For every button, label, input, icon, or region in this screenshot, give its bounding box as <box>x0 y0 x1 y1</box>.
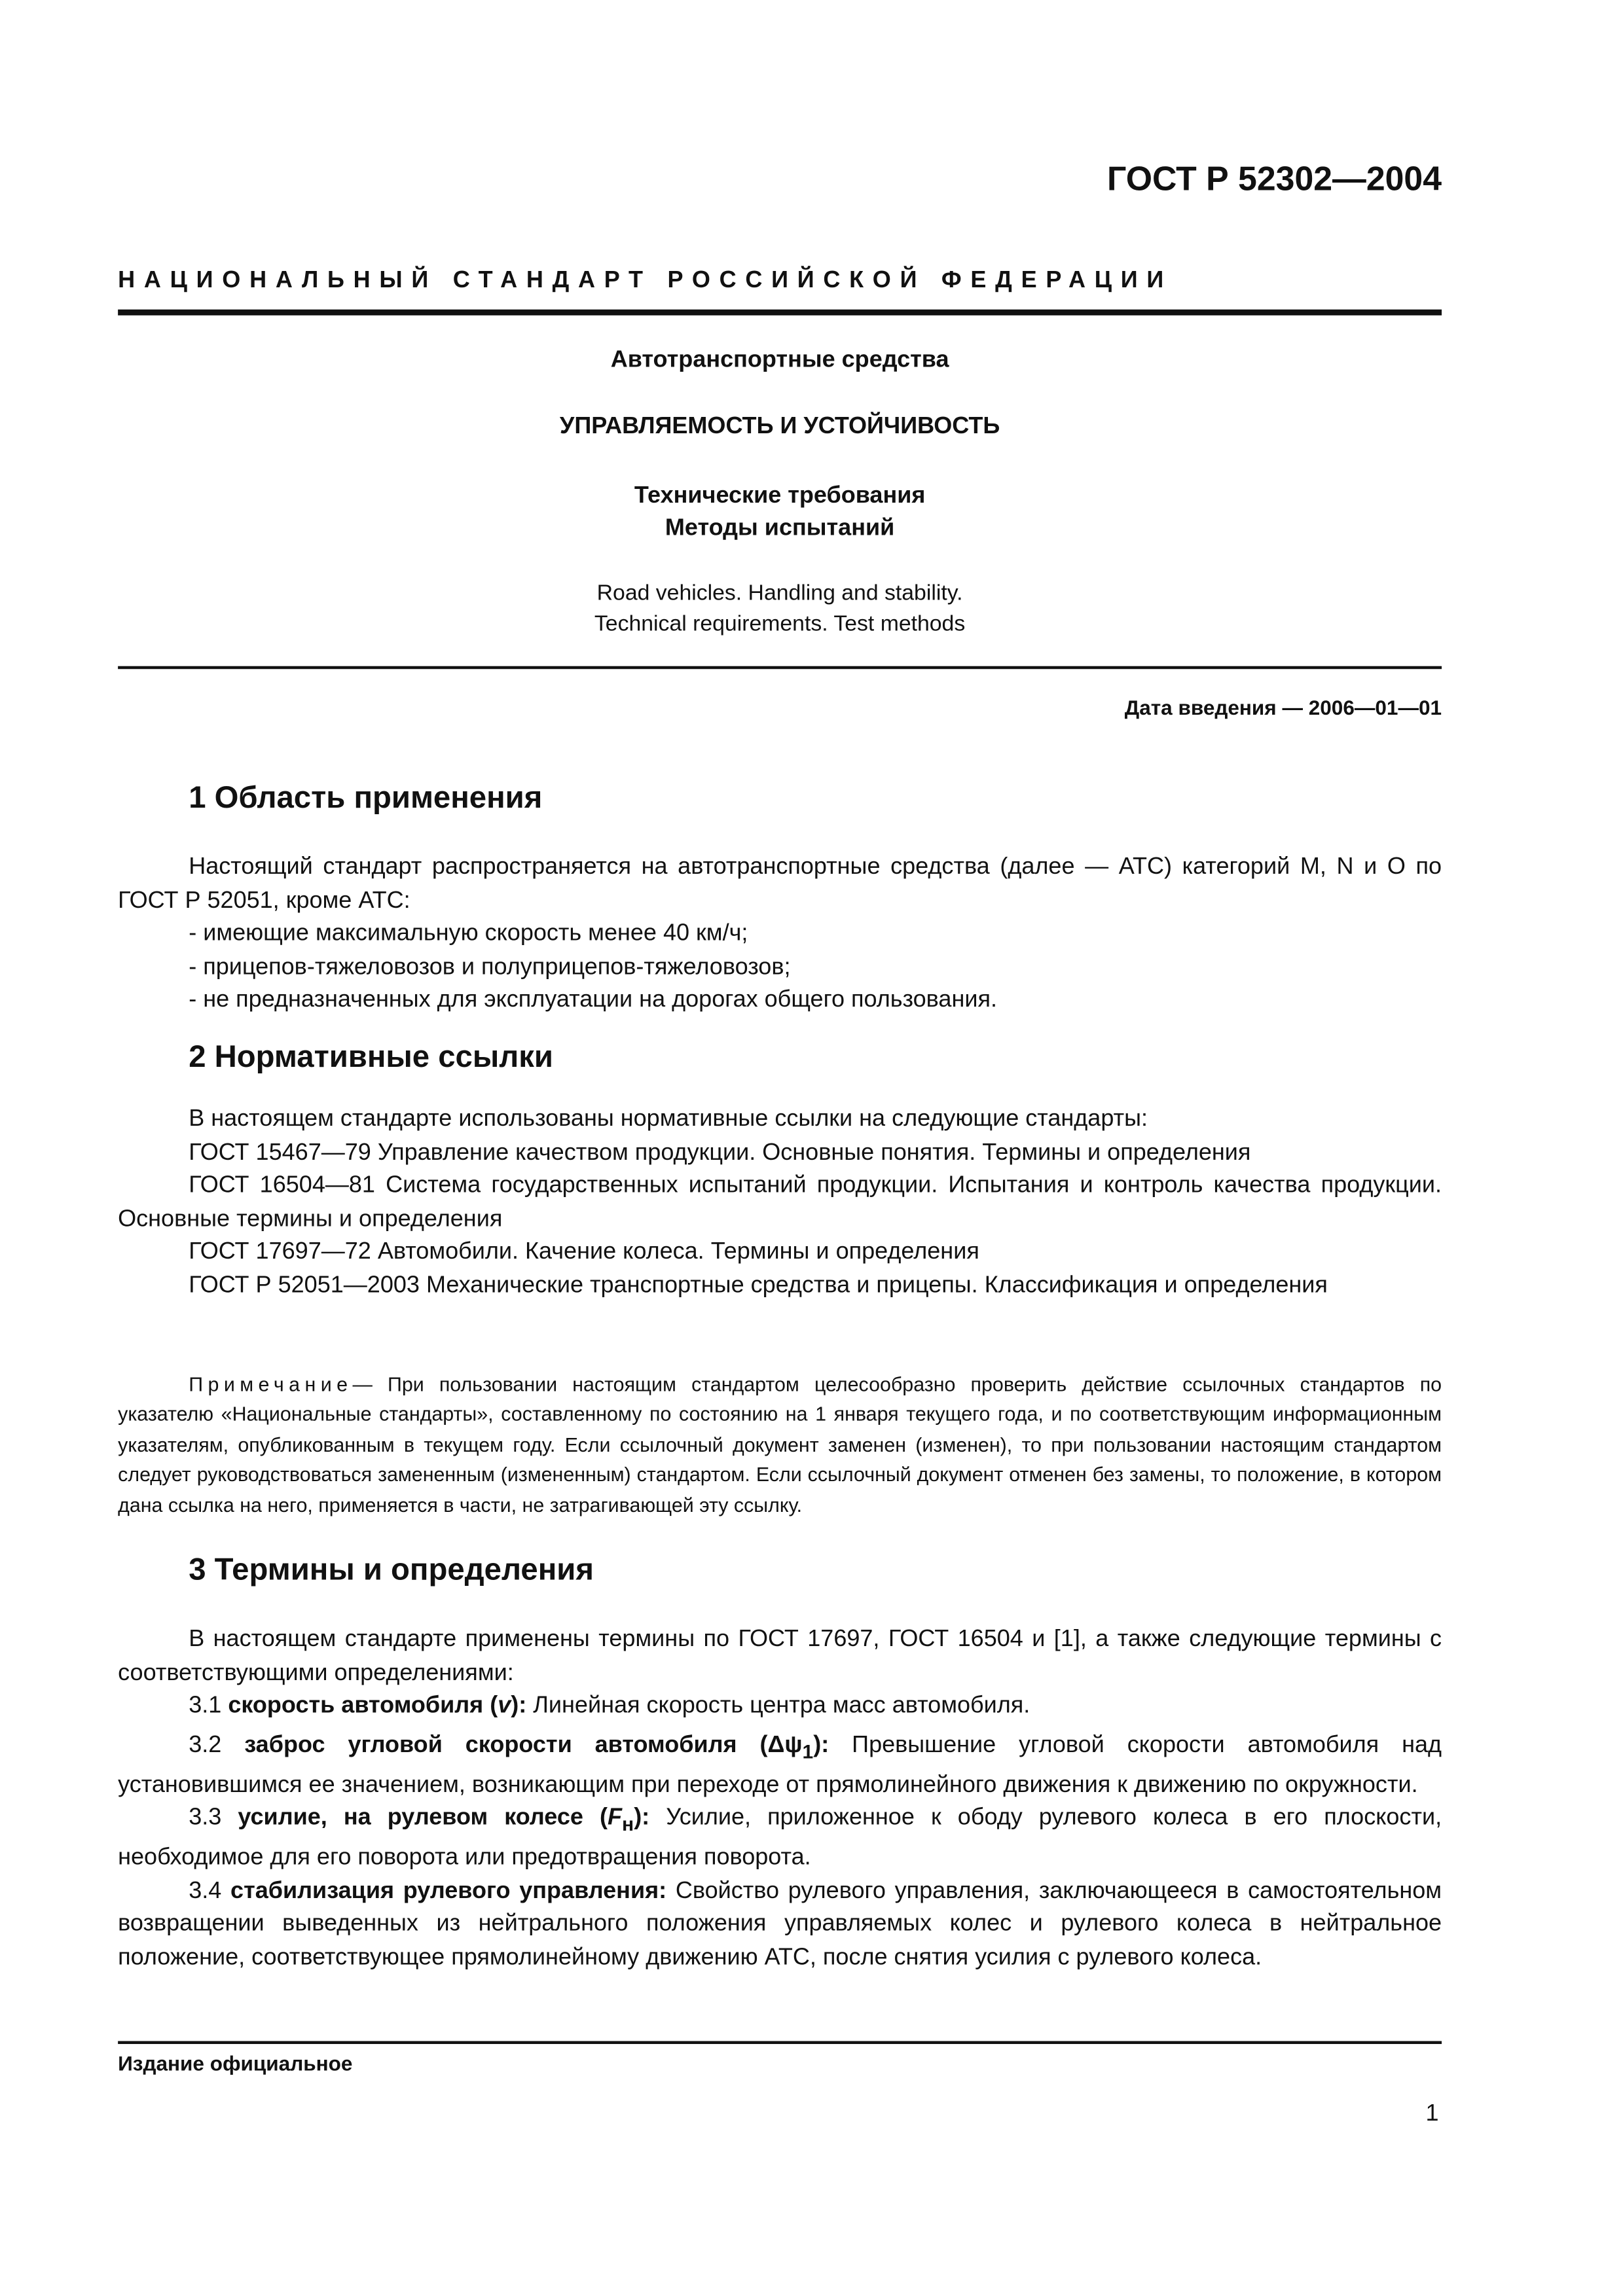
section-2-body <box>118 1103 1442 1303</box>
list-item: - прицепов-тяжеловозов и полуприцепов-тяжеловозов; <box>189 954 791 980</box>
title-en-line-1: Road vehicles. Handling and stability. <box>596 581 963 606</box>
section-1-paragraph: Настоящий стандарт распространяется на автотранспортные средства (далее — АТС) категорий M, N и O по ГОСТ Р 52051, кроме АТС: <box>118 854 1442 914</box>
term-text: Усилие, приложенное к ободу рулевого колеса в его плоскости, необходимое для его поворота или предотвращения поворота. <box>118 1805 1442 1871</box>
official-edition-label: Издание официальное <box>118 2051 353 2075</box>
term-subscript: 1 <box>802 1740 814 1763</box>
term-number: 3.2 <box>189 1732 222 1759</box>
section-2-heading: 2 Нормативные ссылки <box>189 1040 554 1075</box>
title-en-line-2: Technical requirements. Test methods <box>594 611 966 637</box>
term-name: стабилизация рулевого управления: <box>230 1878 667 1904</box>
national-standard-header: НАЦИОНАЛЬНЫЙ СТАНДАРТ РОССИЙСКОЙ ФЕДЕРАЦИИ <box>118 268 1173 294</box>
term-label: скорость автомобиля ( <box>228 1693 498 1719</box>
section-1-body <box>118 852 1442 1018</box>
term-definition <box>118 1803 1442 1875</box>
section-3-intro: В настоящем стандарте применены термины по ГОСТ 17697, ГОСТ 16504 и [1], а также следующие термины с соответствующими определениями: <box>118 1626 1442 1685</box>
term-symbol: Δψ <box>767 1732 803 1759</box>
term-symbol: v <box>498 1693 511 1719</box>
term-symbol: F <box>608 1805 623 1831</box>
term-subscript: н <box>622 1813 634 1836</box>
normative-reference: ГОСТ 17697—72 Автомобили. Качение колеса. Термины и определения <box>189 1240 979 1265</box>
title-english <box>118 578 1442 640</box>
term-definition <box>118 1876 1442 1976</box>
title-main: УПРАВЛЯЕМОСТЬ И УСТОЙЧИВОСТЬ <box>559 414 1000 439</box>
term-name <box>228 1694 526 1719</box>
introduction-date: Дата введения — 2006—01—01 <box>1124 695 1442 719</box>
term-name <box>238 1805 650 1836</box>
title-rule <box>118 666 1442 670</box>
term-close: ): <box>813 1732 830 1759</box>
term-definition <box>118 1691 1442 1730</box>
term-text: Свойство рулевого управления, заключающееся в самостоятельном возвращении выведенных из нейтрального положения управляемых колес и рулевого колеса в нейтральное положение, соответствующее прямолинейному движению АТС, после снятия усилия с рулевого колеса. <box>118 1878 1442 1971</box>
section-1-heading: 1 Область применения <box>189 781 543 816</box>
page-number: 1 <box>1425 2101 1439 2127</box>
title-subtitle <box>118 480 1442 545</box>
section-3-heading: 3 Термины и определения <box>189 1553 594 1587</box>
term-number: 3.3 <box>189 1805 222 1831</box>
normative-reference: ГОСТ 16504—81 Система государственных испытаний продукции. Испытания и контроль качества продукции. Основные термины и определения <box>118 1173 1442 1232</box>
term-label: заброс угловой скорости автомобиля ( <box>244 1732 768 1759</box>
term-number: 3.4 <box>189 1878 222 1904</box>
list-item: - имеющие максимальную скорость менее 40 км/ч; <box>189 921 748 946</box>
term-name <box>244 1732 830 1763</box>
note-text: — При пользовании настоящим стандартом целесообразно проверить действие ссылочных стандартов по указателю «Национальные стандарты», составленному по состоянию на 1 января текущего года, и по соответствующим информационным указателям, опубликованным в текущем году. Если ссылочный документ заменен (изменен), то при пользовании настоящим стандартом следует руководствоваться замененным (измененным) стандартом. Если ссылочный документ отменен без замены, то положение, в котором дана ссылка на него, применяется в части, не затрагивающей эту ссылку. <box>118 1372 1442 1516</box>
section-3-body <box>118 1624 1442 1975</box>
note-label: Примечание <box>189 1372 353 1395</box>
normative-reference: ГОСТ 15467—79 Управление качеством продукции. Основные понятия. Термины и определения <box>189 1139 1251 1166</box>
header-rule <box>118 310 1442 315</box>
term-definition <box>118 1730 1442 1803</box>
term-label: усилие, на рулевом колесе ( <box>238 1805 608 1831</box>
note-paragraph <box>118 1370 1442 1521</box>
note <box>118 1350 1442 1541</box>
term-text: Линейная скорость центра масс автомобиля. <box>533 1693 1030 1719</box>
title-category: Автотранспортные средства <box>610 348 949 373</box>
section-2-intro: В настоящем стандарте использованы нормативные ссылки на следующие стандарты: <box>189 1106 1148 1132</box>
term-text: Превышение угловой скорости автомобиля над установившимся ее значением, возникающим при переходе от прямолинейного движения к движению по окружности. <box>118 1732 1442 1798</box>
title-sub-line-2: Методы испытаний <box>665 516 895 541</box>
list-item: - не предназначенных для эксплуатации на дорогах общего пользования. <box>189 988 997 1013</box>
normative-reference: ГОСТ Р 52051—2003 Механические транспортные средства и прицепы. Классификация и определения <box>189 1273 1328 1299</box>
document-number: ГОСТ Р 52302—2004 <box>1107 159 1442 198</box>
term-close: ): <box>634 1805 650 1831</box>
term-close: ): <box>511 1693 527 1719</box>
footer-rule <box>118 2041 1442 2044</box>
term-number: 3.1 <box>189 1693 222 1719</box>
title-sub-line-1: Технические требования <box>634 483 926 509</box>
